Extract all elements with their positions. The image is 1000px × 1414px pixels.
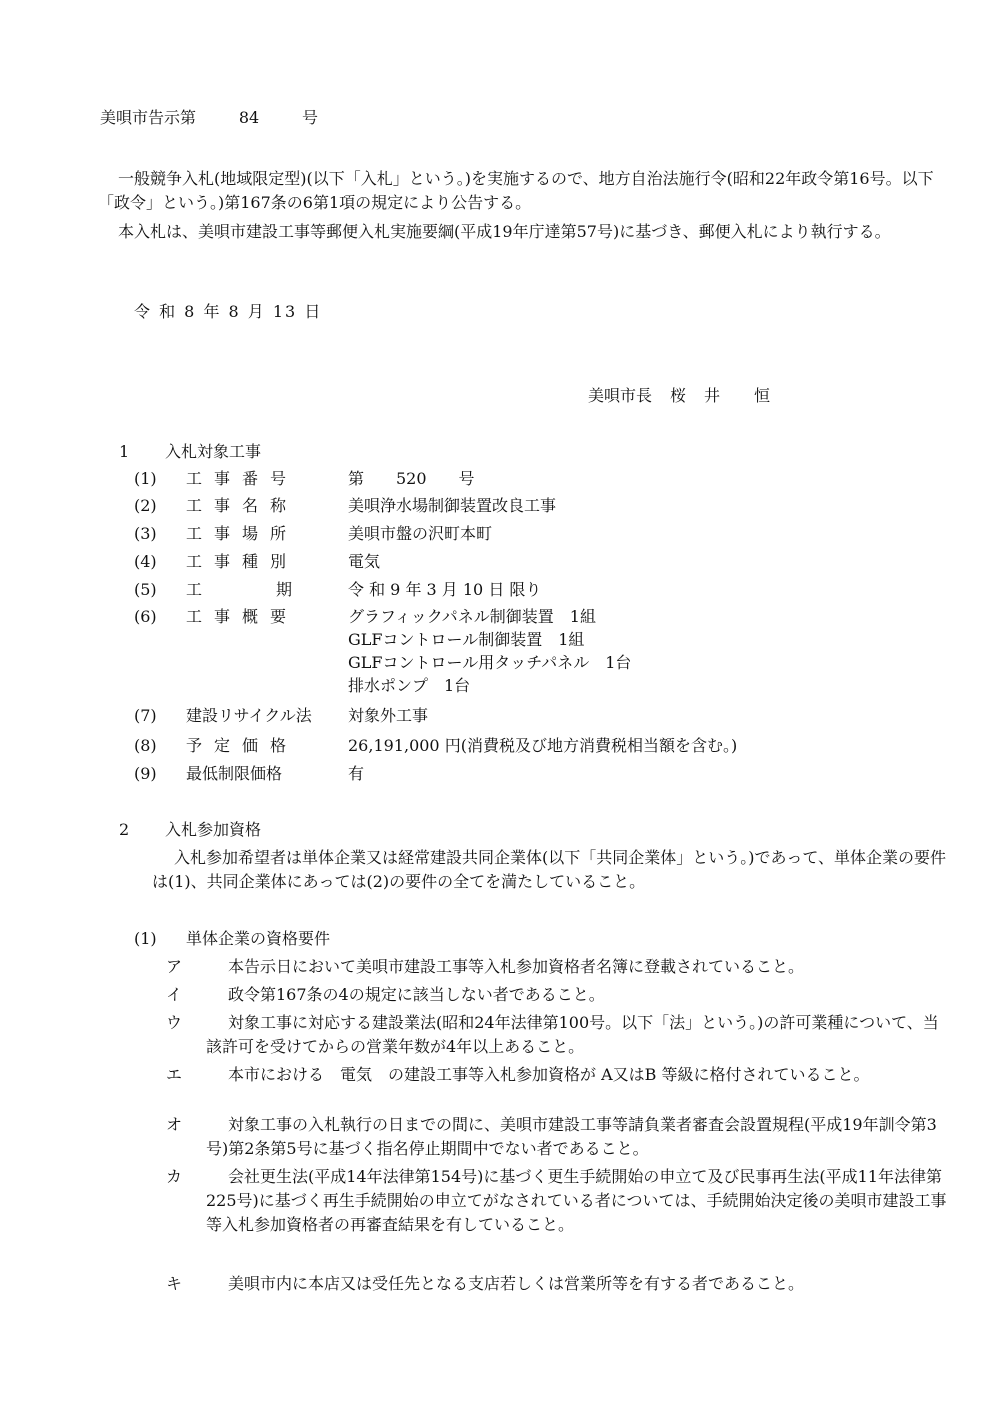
notice-date: 令 和 8 年 8 月 13 日 (134, 302, 323, 321)
subsection-1-heading: (1) 単体企業の資格要件 (134, 929, 331, 948)
summary-line: GLFコントロール用タッチパネル 1台 (348, 653, 632, 672)
section-2-body: 入札参加希望者は単体企業又は経常建設共同企業体(以下「共同企業体」という。)であって、単体企業の要件は(1)、共同企業体にあっては(2)の要件の全てを満たしていること。 (152, 848, 947, 891)
notice-suffix: 号 (302, 108, 319, 127)
notice-number: 84 (238, 108, 260, 127)
construction-summary-lines (348, 605, 631, 697)
summary-line: 排水ポンプ 1台 (348, 676, 471, 695)
notice-number-line (100, 106, 318, 130)
signatory (588, 384, 788, 408)
notice-prefix: 美唄市告示第 (100, 108, 197, 127)
intro-paragraph-2: 本入札は、美唄市建設工事等郵便入札実施要綱(平成19年庁達第57号)に基づき、郵便入札により執行する。 (118, 222, 891, 241)
intro-paragraph-1: 一般競争入札(地域限定型)(以下「入札」という。)を実施するので、地方自治法施行令(昭和22年政令第16号。以下「政令」という。)第167条の6第1項の規定により公告する。 (98, 169, 934, 212)
section-2-heading: 2 入札参加資格 (119, 820, 262, 839)
section-1-heading: 1 入札対象工事 (119, 442, 262, 461)
summary-line: グラフィックパネル制御装置 1組 (348, 607, 596, 626)
section-1-title: 入札対象工事 (165, 442, 262, 461)
section-2-title: 入札参加資格 (165, 820, 262, 839)
summary-line: GLFコントロール制御装置 1組 (348, 630, 585, 649)
mayor-name: 桜 井 恒 (670, 386, 771, 405)
mayor-title: 美唄市長 (588, 386, 653, 405)
